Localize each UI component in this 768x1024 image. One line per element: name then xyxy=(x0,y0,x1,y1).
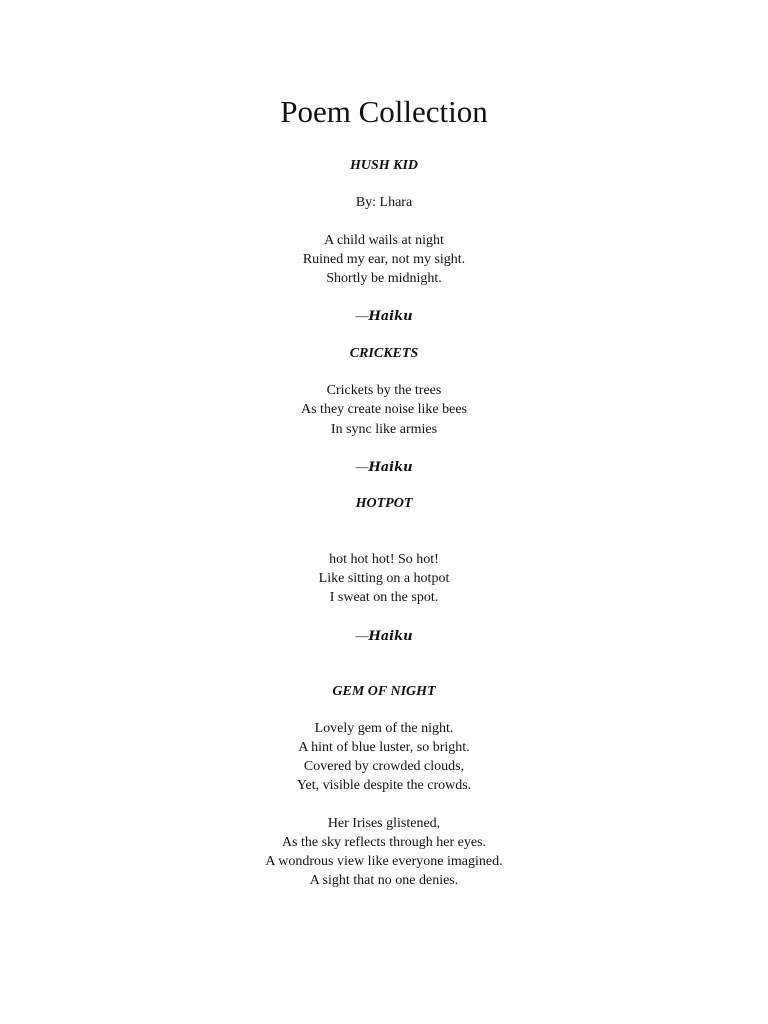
poem-line: Shortly be midnight. xyxy=(326,271,442,286)
poem-line: Like sitting on a hotpot xyxy=(318,571,450,586)
poem-title: HOTPOT xyxy=(355,496,413,511)
poem-line: I sweat on the spot. xyxy=(329,590,439,605)
poem-line: A wondrous view like everyone imagined. xyxy=(265,854,503,869)
document-title: Poem Collection xyxy=(280,94,488,129)
poem-title: CRICKETS xyxy=(349,346,419,361)
poem-line: Crickets by the trees xyxy=(326,383,442,398)
poem-title: GEM OF NIGHT xyxy=(332,684,436,699)
poem-line: Yet, visible despite the crowds. xyxy=(296,778,472,793)
signature-text: Haiku xyxy=(368,629,413,644)
signature-dash: — xyxy=(355,628,369,643)
signature-dash: — xyxy=(355,459,369,474)
poem-line: hot hot hot! So hot! xyxy=(329,552,439,567)
poem-signature xyxy=(0,457,768,477)
poem-line: As the sky reflects through her eyes. xyxy=(281,835,487,850)
poem-signature xyxy=(0,626,768,646)
poem-line: Ruined my ear, not my sight. xyxy=(302,252,466,267)
poem-author: By: Lhara xyxy=(355,195,413,210)
poem-title: HUSH KID xyxy=(349,158,419,173)
signature-text: Haiku xyxy=(368,309,413,324)
poem-signature xyxy=(0,306,768,326)
poem-line: A child wails at night xyxy=(324,233,444,248)
poem-line: A hint of blue luster, so bright. xyxy=(298,740,470,755)
signature-dash: — xyxy=(355,308,369,323)
poem-line: As they create noise like bees xyxy=(301,402,467,417)
poem-line: Covered by crowded clouds, xyxy=(303,759,465,774)
poem-line: Lovely gem of the night. xyxy=(314,721,454,736)
poem-line: Her Irises glistened, xyxy=(327,816,441,831)
poem-line: In sync like armies xyxy=(330,422,438,437)
signature-text: Haiku xyxy=(368,460,413,475)
poem-line: A sight that no one denies. xyxy=(309,873,459,888)
